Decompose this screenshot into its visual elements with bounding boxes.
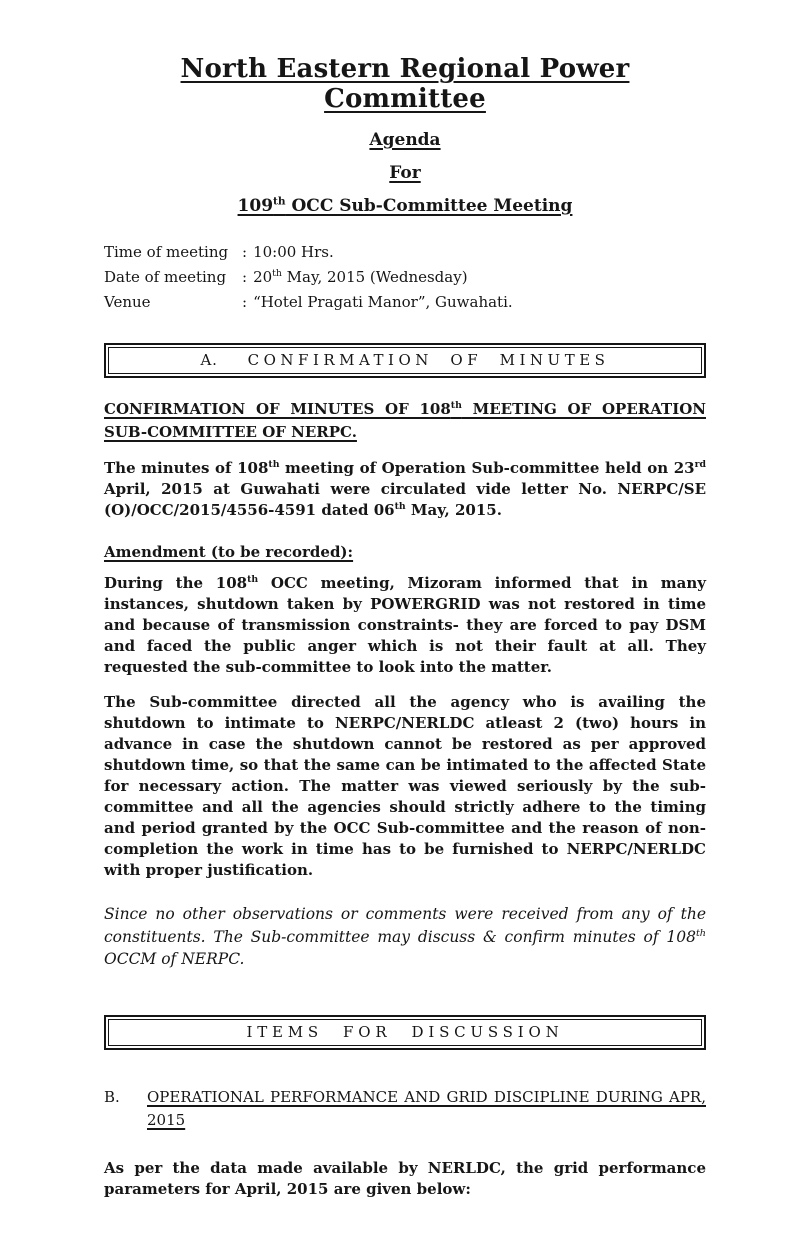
- items-for-discussion-banner: [104, 1015, 706, 1050]
- section-a-prefix: A.: [200, 351, 218, 369]
- item-b-heading: OPERATIONAL PERFORMANCE AND GRID DISCIPLINE DURING APR, 2015: [147, 1087, 706, 1129]
- meeting-time-label: Time of meeting: [104, 243, 229, 261]
- document-header: [104, 54, 706, 216]
- document-title: North Eastern Regional Power Committee: [180, 54, 630, 114]
- meeting-venue-value: “Hotel Pragati Manor”, Guwahati.: [253, 293, 513, 311]
- grid-performance-intro-paragraph: As per the data made available by NERLDC, the grid performance parameters for April, 2015 are given below:: [104, 1158, 706, 1198]
- amendment-heading: Amendment (to be recorded):: [104, 543, 354, 561]
- meeting-time-value: 10:00 Hrs.: [253, 243, 334, 261]
- amendment-paragraph-1: During the 108th OCC meeting, Mizoram informed that in many instances, shutdown taken by POWERGRID was not restored in time and because of transmission constraints- they are forced to pay DSM and faced the public anger which is not their fault at all. They requested the sub-committee to look into the matter.: [104, 574, 706, 676]
- meeting-venue-label: Venue: [104, 293, 151, 311]
- meeting-date-value: 20th May, 2015 (Wednesday): [253, 268, 468, 286]
- items-for-discussion-banner-inner: [108, 1019, 702, 1046]
- section-a-banner-title: CONFIRMATION OF MINUTES: [247, 351, 610, 369]
- meeting-time-row: [104, 240, 706, 265]
- meeting-info: [104, 240, 706, 315]
- colon: :: [242, 268, 248, 286]
- section-a-banner-inner: [108, 347, 702, 374]
- meeting-date-label: Date of meeting: [104, 268, 227, 286]
- meeting-venue-row: [104, 290, 706, 315]
- subtitle-agenda: Agenda: [369, 130, 441, 150]
- item-b-row: [104, 1086, 706, 1132]
- meeting-date-row: [104, 265, 706, 290]
- confirmation-heading: CONFIRMATION OF MINUTES OF 108th MEETING OF OPERATION SUB-COMMITTEE OF NERPC.: [104, 400, 706, 441]
- colon: :: [242, 243, 248, 261]
- colon: :: [242, 293, 248, 311]
- item-b-label: B.: [104, 1087, 120, 1106]
- section-a-banner: [104, 343, 706, 378]
- minutes-circulated-paragraph: The minutes of 108th meeting of Operation Sub-committee held on 23rd April, 2015 at Guwahati were circulated vide letter No. NERPC/SE (O)/OCC/2015/4556-4591 dated 06th May, 2015.: [104, 459, 706, 519]
- subtitle-meeting-title: 109th OCC Sub-Committee Meeting: [237, 195, 573, 216]
- amendment-paragraph-2: The Sub-committee directed all the agency who is availing the shutdown to intimate to NERPC/NERLDC atleast 2 (two) hours in advance in case the shutdown cannot be restored as per approved shutdown time, so that the same can be intimated to the affected State for necessary action. The matter was viewed seriously by the sub-committee and all the agencies should strictly adhere to the timing and period granted by the OCC Sub-committee and the reason of non-completion the work in time has to be furnished to NERPC/NERLDC with proper justification.: [104, 693, 706, 879]
- conclusion-paragraph: Since no other observations or comments were received from any of the constituents. The Sub-committee may discuss & confirm minutes of 108th OCCM of NERPC.: [104, 905, 706, 968]
- subtitle-for: For: [389, 163, 421, 183]
- items-for-discussion-title: ITEMS FOR DISCUSSION: [246, 1022, 564, 1041]
